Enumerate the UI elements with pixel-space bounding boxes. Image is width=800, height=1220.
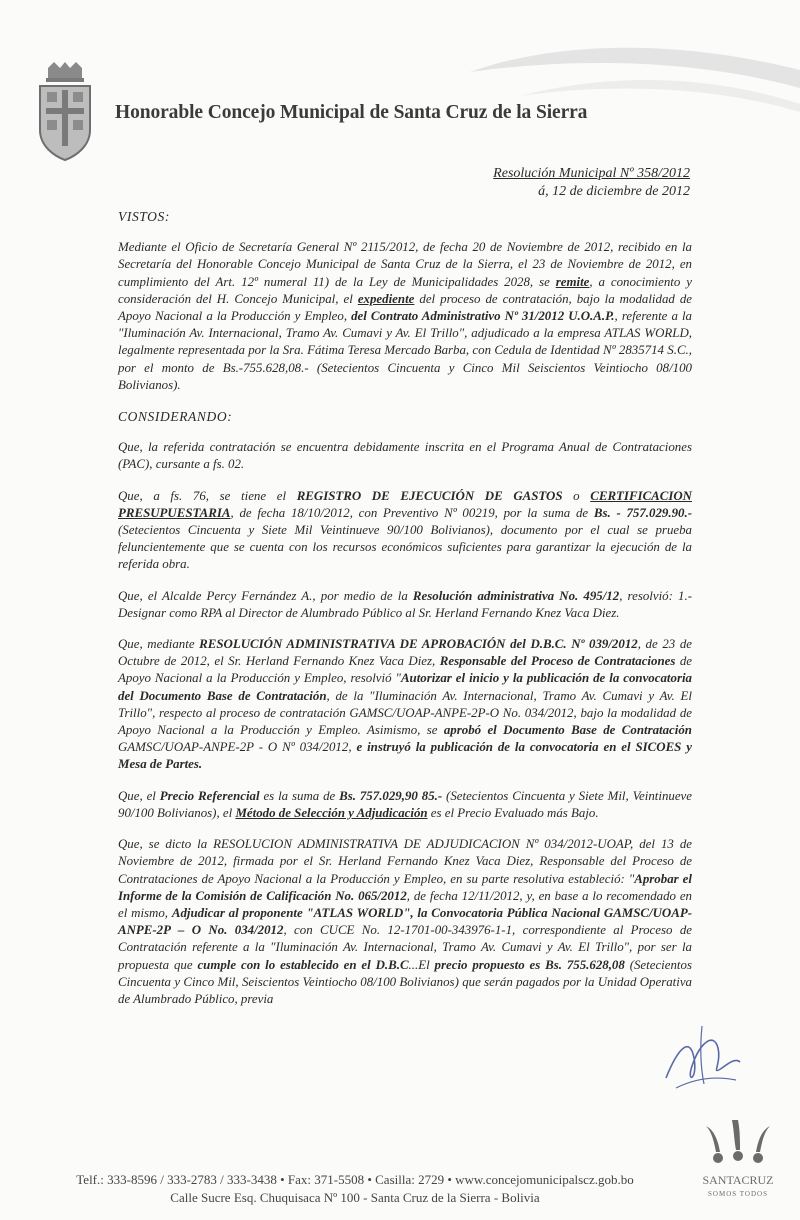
emphasis: Responsable del Proceso de Contrataciones — [439, 654, 676, 669]
santa-cruz-logo-icon — [698, 1118, 778, 1204]
text: , referente a la "Iluminación Av. Internacional, Tramo Av. Cumavi y Av. El Trillo", adjudicado a la empresa ATLAS WORLD, legalmente representada por la Sra. Fátima Teresa Mercado Barba, con Cedula de Identidad Nº 2835714 S.C., por el monto de Bs.-755.628,08.- (Setecientos Cincuenta y Cinco Mil Seiscientos Veintiocho 08/100 Bolivianos). — [118, 309, 692, 392]
footer-contact: Telf.: 333-8596 / 333-2783 / 333-3438 • Fax: 371-5508 • Casilla: 2729 • www.concejomunicipalscz.gob.bo — [76, 1172, 634, 1187]
emphasis: Bs. 757.029,90 85.- — [339, 788, 443, 803]
emphasis: CERTIFICACION PRESUPUESTARIA — [118, 488, 692, 520]
text: Que, el Alcalde Percy Fernández A., por medio de la — [118, 588, 413, 603]
emphasis: Adjudicar al proponente "ATLAS WORLD", la Convocatoria Pública Nacional GAMSC/UOAP-ANPE-2P – O No. 034/2012 — [118, 905, 692, 938]
emphasis: Precio Referencial — [159, 788, 260, 803]
resolution-header — [493, 165, 690, 201]
text: del proceso de contratación, bajo la modalidad de Apoyo Nacional a la Producción y Empleo, — [118, 291, 692, 324]
emphasis: REGISTRO DE EJECUCIÓN DE GASTOS — [296, 488, 563, 503]
text: (Setecientos Cincuenta y Siete Mil, Veintinueve 90/100 Bolivianos), el — [118, 788, 693, 820]
text: es el Precio Evaluado más Bajo. — [427, 805, 599, 820]
emphasis: e instruyó la publicación de la convocatoria en el SICOES y Mesa de Partes. — [118, 740, 692, 772]
resolution-number: Resolución Municipal Nº 358/2012 — [493, 166, 690, 181]
paragraph-adjudicacion — [118, 836, 692, 1008]
text: (Setecientos Cincuenta y Siete Mil Veintinueve 90/100 Bolivianos), documento por el cual se prueba feluncientemente que se cuenta con los recursos económicos suficientes para garantizar la ejecución de la referida obra. — [118, 523, 692, 572]
text: , de la "Iluminación Av. Internacional, Tramo Av. Cumavi y Av. El Trillo", respecto al proceso de contratación GAMSC/UOAP-ANPE-2P-O No. 034/2012, bajo la modalidad de Apoyo Nacional a la Producción y Empleo. Asimismo, se — [118, 688, 692, 738]
text: , de fecha 12/11/2012, y, en base a lo recomendado en el mismo, — [118, 888, 692, 920]
text: Que, mediante — [118, 637, 200, 652]
emphasis: Autorizar el inicio y la publicación de la convocatoria del Documento Base de Contratación — [118, 671, 692, 703]
emphasis: remite — [555, 274, 590, 289]
text: Que, la referida contratación se encuentra debidamente inscrita en el Programa Anual de Contrataciones (PAC), cursante a fs. 02. — [118, 440, 692, 472]
text: Que, el — [118, 788, 160, 803]
footer-address: Calle Sucre Esq. Chuquisaca Nº 100 - Santa Cruz de la Sierra - Bolivia — [170, 1190, 540, 1205]
coat-of-arms-icon — [36, 62, 94, 162]
emphasis: precio propuesto es Bs. 755.628,08 — [434, 957, 625, 972]
paragraph-alcalde — [118, 588, 692, 622]
paragraph-certificacion — [118, 488, 692, 574]
text: (Setecientos Cincuenta y Cinco Mil, Seiscientos Veintiocho 08/100 Bolivianos) que serán pagados por la Unidad Operativa de Alumbrado Público, previa — [118, 957, 692, 1006]
paragraph-precio-referencial — [118, 788, 692, 822]
text: ...El — [408, 957, 435, 972]
organization-name: Honorable Concejo Municipal de Santa Cruz de la Sierra — [115, 102, 588, 123]
resolution-date: á, 12 de diciembre de 2012 — [538, 184, 690, 199]
text: Que, se dicto la RESOLUCION ADMINISTRATIVA DE ADJUDICACION Nº 034/2012-UOAP, del 13 de Noviembre de 2012, firmada por el Sr. Herland Fernando Knez Vaca Diez, Responsable del Proceso de Contrataciones de Apoyo Nacional a la Producción y Empleo, en su parte resolutiva estableció: " — [118, 837, 692, 886]
text: de Apoyo Nacional a la Producción y Empleo, resolvió " — [118, 654, 693, 686]
emphasis: del Contrato Administrativo Nº 31/2012 U.O.A.P. — [351, 309, 615, 324]
text: , con CUCE No. 12-1701-00-343976-1-1, correspondiente al Proceso de Contratación referente a la "Iluminación Av. Internacional, Tramo Av. Cumavi y Av. El Trillo", por ser la propuesta que — [118, 923, 692, 972]
emphasis: expediente — [357, 291, 415, 306]
section-title-vistos: VISTOS: — [118, 209, 170, 224]
text: Mediante el Oficio de Secretaría General Nº 2115/2012, de fecha 20 de Noviembre de 2012, recibido en la Secretaría del Honorable Concejo Municipal de Santa Cruz de la Sierra, el 23 de Noviembre de 2012, en cumplimiento del Art. 12º numeral 11) de la Ley de Municipalidades 2028, se — [118, 240, 692, 289]
text: , de 23 de Octubre de 2012, el Sr. Herland Fernando Knez Vaca Diez, — [118, 637, 692, 669]
section-title-considerando: CONSIDERANDO: — [118, 409, 233, 425]
paragraph-vistos — [118, 239, 692, 394]
paragraph-pac — [118, 439, 692, 473]
text: es la suma de — [259, 788, 340, 803]
text: o — [562, 488, 591, 503]
emphasis: cumple con lo establecido en el D.B.C — [197, 957, 409, 972]
header-swoosh — [0, 0, 800, 160]
document-body — [118, 208, 692, 1022]
text: , de fecha 18/10/2012, con Preventivo Nº 00219, por la suma de — [230, 505, 594, 520]
emphasis: Resolución administrativa No. 495/12 — [412, 588, 620, 603]
emphasis: aprobó el Documento Base de Contratación — [443, 723, 692, 738]
logo-name: SANTACRUZ — [702, 1173, 774, 1187]
text: , a conocimiento y consideración del H. Concejo Municipal, el — [118, 274, 692, 306]
text: GAMSC/UOAP-ANPE-2P - O Nº 034/2012, — [118, 740, 357, 755]
signature-icon — [656, 1018, 746, 1098]
emphasis: Método de Selección y Adjudicación — [235, 805, 428, 820]
logo-tagline: SOMOS TODOS — [708, 1190, 768, 1198]
text: , resolvió: 1.- Designar como RPA al Director de Alumbrado Público al Sr. Herland Fernando Knez Vaca Diez. — [118, 588, 693, 620]
paragraph-aprobacion-dbc — [118, 636, 692, 774]
footer — [20, 1171, 690, 1207]
emphasis: Bs. - 757.029.90.- — [593, 505, 692, 520]
text: Que, a fs. 76, se tiene el — [118, 488, 297, 503]
emphasis: RESOLUCIÓN ADMINISTRATIVA DE APROBACIÓN del D.B.C. Nº 039/2012 — [199, 637, 638, 652]
emphasis: Aprobar el Informe de la Comisión de Calificación No. 065/2012 — [118, 871, 692, 903]
